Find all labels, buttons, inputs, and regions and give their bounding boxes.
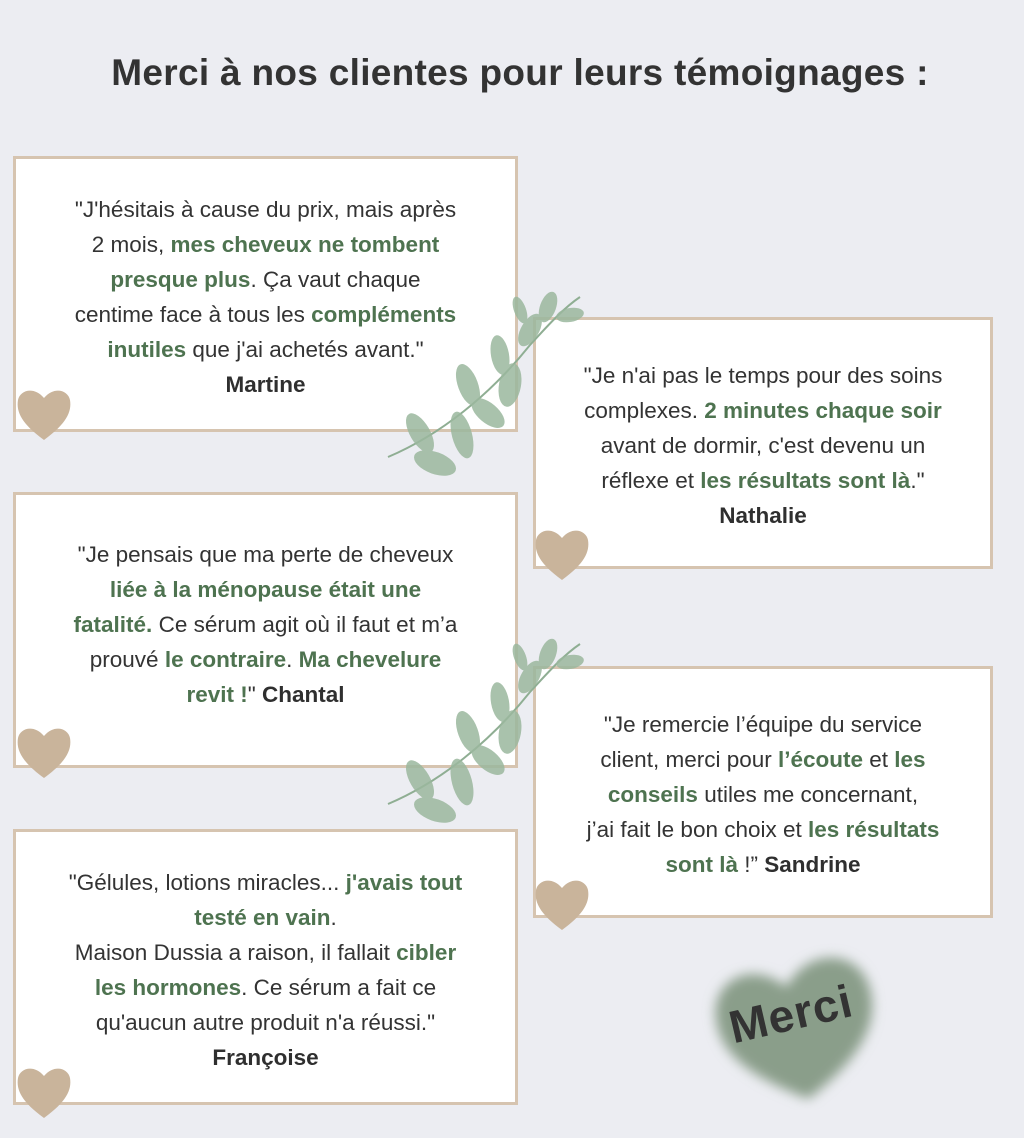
testimonial-card-nathalie [533,317,993,569]
highlight-text: cibler [396,940,457,965]
highlight-text: j'avais tout [345,870,463,895]
testimonial-line [16,1005,515,1040]
quote-text: utiles me concernant, [697,782,919,807]
highlight-text: testé en vain [194,905,331,930]
heart-icon [14,1062,74,1122]
testimonial-line [536,707,990,742]
testimonial-line [536,847,990,882]
quote-text: . [330,905,337,930]
highlight-text: 2 minutes chaque soir [704,398,942,423]
eucalyptus-branch-icon [380,632,600,832]
quote-text: réflexe et [601,468,701,493]
testimonial-line [536,742,990,777]
highlight-text: compléments [311,302,457,327]
testimonial-line [16,192,515,227]
testimonial-line [16,572,515,607]
highlight-text: presque plus [110,267,251,292]
highlight-text: fatalité. [73,612,153,637]
highlight-text: Ma chevelure [298,647,442,672]
testimonial-text [536,358,990,533]
highlight-text: mes cheveux ne tombent [170,232,440,257]
client-name: Françoise [212,1045,319,1070]
heart-icon [532,874,592,934]
quote-text: complexes. [584,398,705,423]
quote-text: . [286,647,299,672]
quote-text: "Gélules, lotions miracles... [68,870,346,895]
testimonial-text [16,865,515,1075]
quote-text: 2 mois, [91,232,171,257]
quote-text: . Ça vaut chaque [250,267,421,292]
testimonial-line [16,900,515,935]
quote-text: "Je n'ai pas le temps pour des soins [583,363,943,388]
highlight-text: liée à la ménopause était une [109,577,422,602]
highlight-text: les résultats [808,817,940,842]
quote-text: Maison Dussia a raison, il fallait [74,940,397,965]
quote-text: !” [737,852,765,877]
heart-icon [532,524,592,584]
testimonial-text [536,707,990,882]
quote-text: que j'ai achetés avant." [186,337,424,362]
page-title: Merci à nos clientes pour leurs témoignages : [111,52,929,93]
quote-text: client, merci pour [600,747,778,772]
testimonial-line [16,865,515,900]
client-name: Martine [225,372,306,397]
highlight-text: le contraire [164,647,287,672]
testimonial-line [16,537,515,572]
quote-text: " [247,682,262,707]
quote-text: avant de dormir, c'est devenu un [600,433,926,458]
testimonial-card-francoise [13,829,518,1105]
quote-text: "Je pensais que ma perte de cheveux [77,542,454,567]
testimonial-card-sandrine [533,666,993,918]
testimonial-line [16,970,515,1005]
quote-text: et [863,747,895,772]
quote-text: j’ai fait le bon choix et [586,817,809,842]
testimonial-line [536,358,990,393]
testimonial-line [536,393,990,428]
highlight-text: inutiles [107,337,187,362]
heart-icon [14,384,74,444]
testimonial-line [536,463,990,498]
quote-text: prouvé [89,647,165,672]
highlight-text: conseils [607,782,698,807]
quote-text: . Ce sérum a fait ce [241,975,437,1000]
client-name: Sandrine [764,852,861,877]
quote-text: "Je remercie l’équipe du service [603,712,923,737]
quote-text: qu'aucun autre produit n'a réussi." [95,1010,436,1035]
testimonial-line [16,935,515,970]
highlight-text: les hormones [94,975,242,1000]
client-name: Chantal [262,682,345,707]
client-name: Nathalie [719,503,807,528]
highlight-text: sont là [665,852,738,877]
quote-text: ." [910,468,925,493]
quote-text: centime face à tous les [74,302,312,327]
testimonial-line [536,812,990,847]
merci-label: Merci [724,974,858,1054]
eucalyptus-branch-icon [380,285,600,485]
testimonial-line [16,227,515,262]
testimonial-line [536,428,990,463]
heart-icon [14,722,74,782]
highlight-text: les résultats sont là [700,468,911,493]
highlight-text: l’écoute [777,747,864,772]
testimonial-line [536,777,990,812]
quote-text: "J'hésitais à cause du prix, mais après [74,197,457,222]
highlight-text: les [894,747,926,772]
quote-text: Ce sérum agit où il faut et m’a [152,612,458,637]
highlight-text: revit ! [186,682,248,707]
